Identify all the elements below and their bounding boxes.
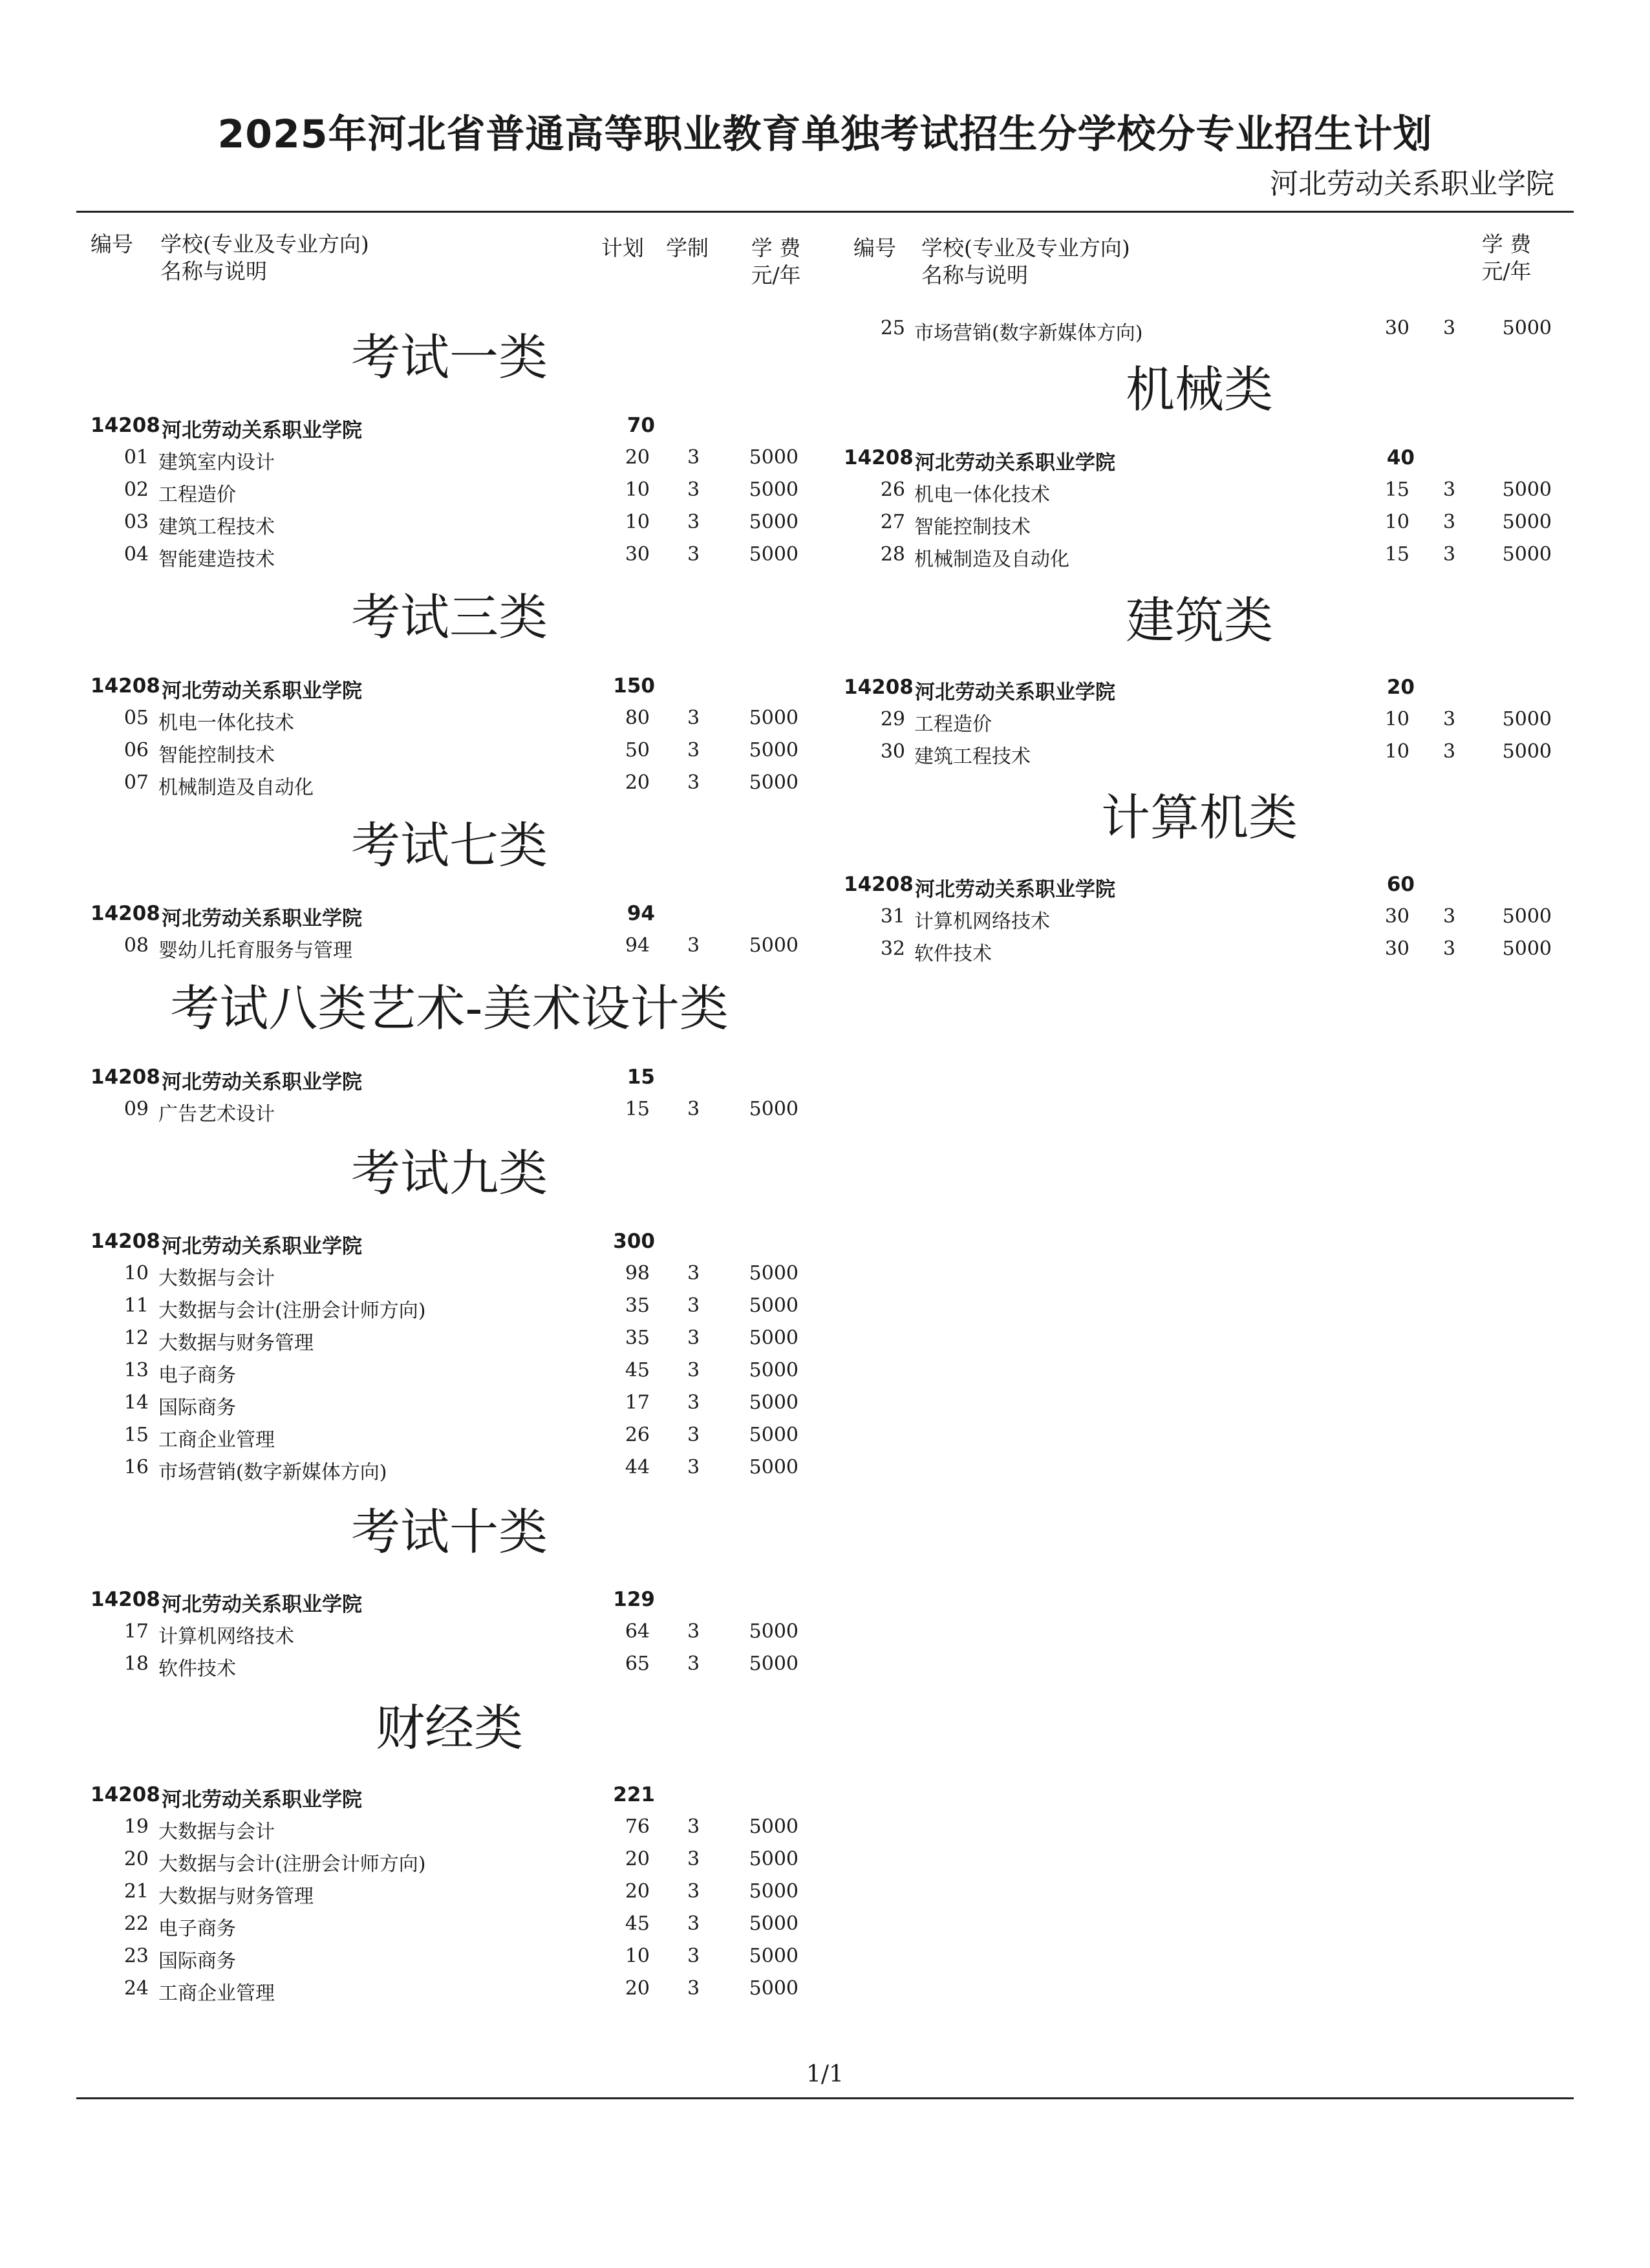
major-no: 01 [123, 446, 149, 469]
major-name: 国际商务 [158, 1396, 236, 1419]
major-no: 16 [123, 1456, 149, 1479]
major-plan: 35 [625, 1294, 650, 1317]
major-fee: 5000 [749, 1098, 798, 1120]
school-total: 20 [1386, 676, 1415, 699]
major-no: 30 [880, 740, 905, 763]
major-name: 工程造价 [914, 713, 992, 736]
school-total: 94 [627, 902, 655, 925]
major-years: 3 [687, 1945, 700, 1967]
major-plan: 10 [625, 511, 650, 533]
col-header-name-line1: 学校(专业及专业方向) [160, 231, 369, 257]
major-name: 建筑工程技术 [914, 745, 1031, 768]
major-plan: 15 [1384, 543, 1409, 566]
major-name: 机电一体化技术 [914, 484, 1050, 506]
major-plan: 30 [1384, 317, 1409, 339]
major-name: 机电一体化技术 [158, 712, 294, 734]
major-no: 17 [123, 1620, 149, 1643]
major-years: 3 [687, 1424, 700, 1446]
major-years: 3 [1443, 905, 1456, 928]
major-fee: 5000 [1502, 708, 1552, 731]
major-plan: 45 [625, 1359, 650, 1382]
major-no: 10 [123, 1262, 149, 1285]
major-name: 工商企业管理 [158, 1982, 275, 2005]
major-no: 21 [123, 1880, 149, 1903]
major-name: 市场营销(数字新媒体方向) [158, 1461, 387, 1484]
header-rule [76, 211, 1574, 213]
col-header-fee-line1-right: 学 费 [1481, 231, 1532, 257]
major-fee: 5000 [749, 1359, 798, 1382]
major-fee: 5000 [749, 1653, 798, 1675]
major-years: 3 [687, 511, 700, 533]
major-years: 3 [687, 1327, 700, 1349]
major-fee: 5000 [1502, 740, 1552, 763]
category-heading: 考试十类 [351, 1503, 548, 1561]
major-name: 软件技术 [914, 943, 992, 965]
major-name: 智能建造技术 [158, 548, 275, 571]
school-total: 60 [1386, 873, 1415, 896]
major-years: 3 [1443, 708, 1456, 731]
col-header-code: 编号 [91, 231, 133, 257]
major-years: 3 [687, 1098, 700, 1120]
major-years: 3 [1443, 937, 1456, 960]
major-no: 05 [123, 707, 149, 729]
major-no: 06 [123, 739, 149, 762]
major-plan: 20 [625, 1977, 650, 2000]
major-no: 08 [123, 934, 149, 957]
major-name: 大数据与会计(注册会计师方向) [158, 1300, 426, 1322]
category-heading: 考试九类 [351, 1144, 548, 1202]
major-plan: 10 [625, 478, 650, 501]
major-years: 3 [687, 446, 700, 469]
major-plan: 10 [1384, 708, 1409, 731]
category-heading: 考试八类艺术-美术设计类 [170, 979, 729, 1037]
school-row-name: 河北劳动关系职业学院 [162, 1788, 362, 1812]
major-name: 建筑工程技术 [158, 516, 275, 539]
major-fee: 5000 [749, 478, 798, 501]
major-years: 3 [687, 1977, 700, 2000]
major-fee: 5000 [749, 934, 798, 957]
school-row-name: 河北劳动关系职业学院 [915, 681, 1115, 704]
school-code: 14208 [91, 902, 160, 925]
major-no: 25 [880, 317, 905, 339]
school-row-name: 河北劳动关系职业学院 [915, 878, 1115, 901]
major-no: 24 [123, 1977, 149, 2000]
major-fee: 5000 [749, 1912, 798, 1935]
col-header-fee-line2: 元/年 [751, 262, 801, 288]
major-years: 3 [687, 771, 700, 794]
school-code: 14208 [91, 1783, 160, 1806]
major-fee: 5000 [1502, 543, 1552, 566]
major-no: 22 [123, 1912, 149, 1935]
school-code: 14208 [91, 1588, 160, 1611]
major-name: 计算机网络技术 [158, 1625, 294, 1648]
major-years: 3 [687, 1848, 700, 1870]
major-fee: 5000 [749, 1620, 798, 1643]
school-total: 40 [1386, 446, 1415, 469]
col-header-name-line2: 名称与说明 [160, 259, 267, 284]
school-row-name: 河北劳动关系职业学院 [162, 419, 362, 442]
major-no: 07 [123, 771, 149, 794]
major-fee: 5000 [1502, 905, 1552, 928]
school-total: 221 [613, 1783, 655, 1806]
school-name-header: 河北劳动关系职业学院 [1270, 167, 1554, 200]
major-fee: 5000 [749, 1424, 798, 1446]
major-name: 大数据与财务管理 [158, 1332, 314, 1354]
major-no: 20 [123, 1848, 149, 1870]
major-name: 计算机网络技术 [914, 910, 1050, 933]
col-header-name-line1-right: 学校(专业及专业方向) [921, 235, 1130, 261]
category-heading: 考试七类 [351, 817, 548, 874]
category-heading: 财经类 [376, 1699, 523, 1757]
major-plan: 65 [625, 1653, 650, 1675]
major-no: 09 [123, 1098, 149, 1120]
school-row-name: 河北劳动关系职业学院 [162, 1593, 362, 1616]
school-total: 150 [613, 674, 655, 698]
major-years: 3 [1443, 740, 1456, 763]
major-plan: 30 [1384, 905, 1409, 928]
major-name: 国际商务 [158, 1950, 236, 1973]
major-name: 大数据与会计(注册会计师方向) [158, 1853, 426, 1876]
major-fee: 5000 [749, 771, 798, 794]
major-name: 机械制造及自动化 [158, 776, 314, 799]
major-years: 3 [1443, 317, 1456, 339]
major-years: 3 [687, 1391, 700, 1414]
major-no: 32 [880, 937, 905, 960]
major-plan: 20 [625, 446, 650, 469]
major-name: 智能控制技术 [158, 744, 275, 767]
col-header-plan: 计划 [601, 235, 644, 261]
school-row-name: 河北劳动关系职业学院 [162, 1071, 362, 1094]
major-fee: 5000 [749, 446, 798, 469]
major-fee: 5000 [749, 739, 798, 762]
major-years: 3 [687, 1456, 700, 1479]
footer-rule [76, 2097, 1574, 2099]
major-no: 15 [123, 1424, 149, 1446]
major-fee: 5000 [749, 1945, 798, 1967]
major-plan: 26 [625, 1424, 650, 1446]
page-number: 1/1 [806, 2061, 844, 2088]
major-fee: 5000 [749, 1848, 798, 1870]
major-no: 04 [123, 543, 149, 566]
major-fee: 5000 [749, 1977, 798, 2000]
major-plan: 17 [625, 1391, 650, 1414]
col-header-code-right: 编号 [853, 235, 896, 261]
major-years: 3 [1443, 478, 1456, 501]
major-fee: 5000 [749, 1294, 798, 1317]
school-code: 14208 [91, 1230, 160, 1253]
major-name: 广告艺术设计 [158, 1103, 275, 1126]
major-plan: 45 [625, 1912, 650, 1935]
major-plan: 15 [625, 1098, 650, 1120]
major-plan: 44 [625, 1456, 650, 1479]
major-plan: 76 [625, 1815, 650, 1838]
school-row-name: 河北劳动关系职业学院 [162, 1235, 362, 1258]
major-no: 28 [880, 543, 905, 566]
major-fee: 5000 [749, 1327, 798, 1349]
major-no: 03 [123, 511, 149, 533]
major-no: 26 [880, 478, 905, 501]
major-name: 大数据与会计 [158, 1267, 275, 1290]
school-code: 14208 [91, 674, 160, 698]
category-heading: 考试一类 [351, 328, 548, 386]
major-fee: 5000 [749, 1815, 798, 1838]
school-row-name: 河北劳动关系职业学院 [162, 907, 362, 930]
major-fee: 5000 [749, 1262, 798, 1285]
major-fee: 5000 [1502, 317, 1552, 339]
major-years: 3 [687, 1359, 700, 1382]
major-plan: 10 [625, 1945, 650, 1967]
major-years: 3 [687, 1880, 700, 1903]
major-fee: 5000 [749, 1391, 798, 1414]
major-name: 电子商务 [158, 1364, 236, 1387]
major-years: 3 [687, 1294, 700, 1317]
major-fee: 5000 [749, 1456, 798, 1479]
major-plan: 15 [1384, 478, 1409, 501]
major-no: 18 [123, 1653, 149, 1675]
major-years: 3 [1443, 543, 1456, 566]
school-row-name: 河北劳动关系职业学院 [915, 451, 1115, 475]
major-plan: 80 [625, 707, 650, 729]
school-total: 15 [627, 1065, 655, 1089]
category-heading: 计算机类 [1101, 789, 1298, 846]
major-no: 31 [880, 905, 905, 928]
major-no: 27 [880, 511, 905, 533]
major-no: 29 [880, 708, 905, 731]
major-fee: 5000 [749, 543, 798, 566]
page-title: 2025年河北省普通高等职业教育单独考试招生分学校分专业招生计划 [217, 112, 1433, 157]
school-code: 14208 [91, 1065, 160, 1089]
major-no: 12 [123, 1327, 149, 1349]
major-name: 大数据与会计 [158, 1821, 275, 1843]
major-plan: 35 [625, 1327, 650, 1349]
major-years: 3 [687, 543, 700, 566]
school-code: 14208 [91, 414, 160, 437]
major-years: 3 [687, 1653, 700, 1675]
major-plan: 64 [625, 1620, 650, 1643]
major-plan: 30 [1384, 937, 1409, 960]
major-name: 建筑室内设计 [158, 451, 275, 474]
major-fee: 5000 [749, 1880, 798, 1903]
major-fee: 5000 [1502, 937, 1552, 960]
school-code: 14208 [844, 446, 914, 469]
category-heading: 建筑类 [1126, 592, 1273, 649]
major-years: 3 [687, 934, 700, 957]
major-years: 3 [687, 707, 700, 729]
major-plan: 20 [625, 1880, 650, 1903]
major-name: 工程造价 [158, 484, 236, 506]
major-name: 机械制造及自动化 [914, 548, 1069, 571]
major-name: 工商企业管理 [158, 1429, 275, 1451]
major-no: 11 [123, 1294, 149, 1317]
major-plan: 30 [625, 543, 650, 566]
major-name: 智能控制技术 [914, 516, 1031, 539]
major-fee: 5000 [1502, 478, 1552, 501]
major-fee: 5000 [749, 511, 798, 533]
category-heading: 机械类 [1126, 361, 1273, 418]
major-no: 23 [123, 1945, 149, 1967]
major-years: 3 [687, 739, 700, 762]
category-heading: 考试三类 [351, 588, 548, 646]
major-years: 3 [1443, 511, 1456, 533]
major-no: 13 [123, 1359, 149, 1382]
major-plan: 20 [625, 771, 650, 794]
major-years: 3 [687, 1620, 700, 1643]
major-no: 19 [123, 1815, 149, 1838]
col-header-fee-line2-right: 元/年 [1481, 259, 1532, 284]
major-name: 大数据与财务管理 [158, 1885, 314, 1908]
major-plan: 20 [625, 1848, 650, 1870]
col-header-fee-line1: 学 费 [751, 235, 801, 261]
major-name: 市场营销(数字新媒体方向) [914, 322, 1143, 345]
major-no: 14 [123, 1391, 149, 1414]
major-plan: 10 [1384, 740, 1409, 763]
school-total: 70 [627, 414, 655, 437]
major-no: 02 [123, 478, 149, 501]
major-name: 电子商务 [158, 1918, 236, 1940]
major-fee: 5000 [749, 707, 798, 729]
major-plan: 10 [1384, 511, 1409, 533]
major-name: 婴幼儿托育服务与管理 [158, 939, 352, 962]
school-total: 300 [613, 1230, 655, 1253]
major-years: 3 [687, 478, 700, 501]
major-plan: 98 [625, 1262, 650, 1285]
major-years: 3 [687, 1912, 700, 1935]
school-code: 14208 [844, 676, 914, 699]
major-name: 软件技术 [158, 1658, 236, 1680]
col-header-name-line2-right: 名称与说明 [921, 262, 1028, 288]
major-years: 3 [687, 1815, 700, 1838]
major-fee: 5000 [1502, 511, 1552, 533]
major-plan: 94 [625, 934, 650, 957]
major-years: 3 [687, 1262, 700, 1285]
school-code: 14208 [844, 873, 914, 896]
school-row-name: 河北劳动关系职业学院 [162, 679, 362, 703]
col-header-duration: 学制 [666, 235, 709, 261]
school-total: 129 [613, 1588, 655, 1611]
major-plan: 50 [625, 739, 650, 762]
